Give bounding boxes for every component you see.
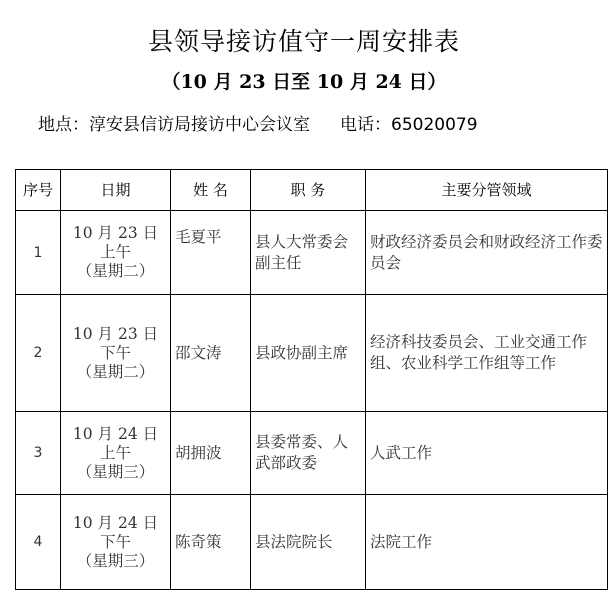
row-scope: 经济科技委员会、工业交通工作组、农业科学工作组等工作 — [366, 295, 608, 412]
date-weekday: （星期三） — [76, 551, 155, 570]
row-name: 胡拥波 — [171, 412, 251, 495]
date-period: 下午 — [99, 343, 131, 362]
table-row — [16, 495, 608, 590]
date-day: 10 月 23 日 — [72, 324, 159, 343]
date-period: 下午 — [99, 532, 131, 551]
row-scope: 财政经济委员会和财政经济工作委员会 — [366, 211, 608, 295]
duty-schedule-table — [15, 169, 608, 590]
contact-info — [38, 110, 478, 135]
date-range-subtitle: （10 月 23 日至 10 月 24 日） — [161, 71, 447, 93]
date-period: 上午 — [99, 243, 131, 261]
date-weekday: （星期二） — [76, 262, 155, 280]
row-name: 陈奇策 — [171, 495, 251, 590]
row-name: 邵文涛 — [171, 295, 251, 412]
row-index: 1 — [16, 211, 61, 295]
row-position: 县法院院长 — [251, 495, 366, 590]
date-period: 上午 — [99, 443, 131, 462]
location-text: 地点：淳安县信访局接访中心会议室 — [38, 115, 310, 135]
row-position: 县政协副主席 — [251, 295, 366, 412]
date-weekday: （星期三） — [76, 462, 155, 481]
row-index: 2 — [16, 295, 61, 412]
table-header-row — [16, 170, 608, 211]
table-row — [16, 295, 608, 412]
header-date: 日期 — [61, 170, 171, 211]
row-scope: 法院工作 — [366, 495, 608, 590]
row-index: 4 — [16, 495, 61, 590]
header-seq: 序号 — [16, 170, 61, 211]
date-day: 10 月 24 日 — [72, 424, 159, 443]
table-row — [16, 211, 608, 295]
row-name: 毛夏平 — [171, 211, 251, 295]
row-position: 县委常委、人武部政委 — [251, 412, 366, 495]
phone-text: 电话：65020079 — [340, 115, 478, 135]
row-position: 县人大常委会副主任 — [251, 211, 366, 295]
row-date — [61, 211, 171, 295]
row-index: 3 — [16, 412, 61, 495]
header-position: 职 务 — [251, 170, 366, 211]
date-day: 10 月 24 日 — [72, 513, 159, 532]
row-scope: 人武工作 — [366, 412, 608, 495]
date-weekday: （星期二） — [76, 362, 155, 381]
header-name: 姓 名 — [171, 170, 251, 211]
table-row — [16, 412, 608, 495]
document-title: 县领导接访值守一周安排表 — [147, 27, 460, 56]
header-scope: 主要分管领域 — [366, 170, 608, 211]
row-date — [61, 412, 171, 495]
date-day: 10 月 23 日 — [72, 224, 159, 242]
row-date — [61, 295, 171, 412]
row-date — [61, 495, 171, 590]
